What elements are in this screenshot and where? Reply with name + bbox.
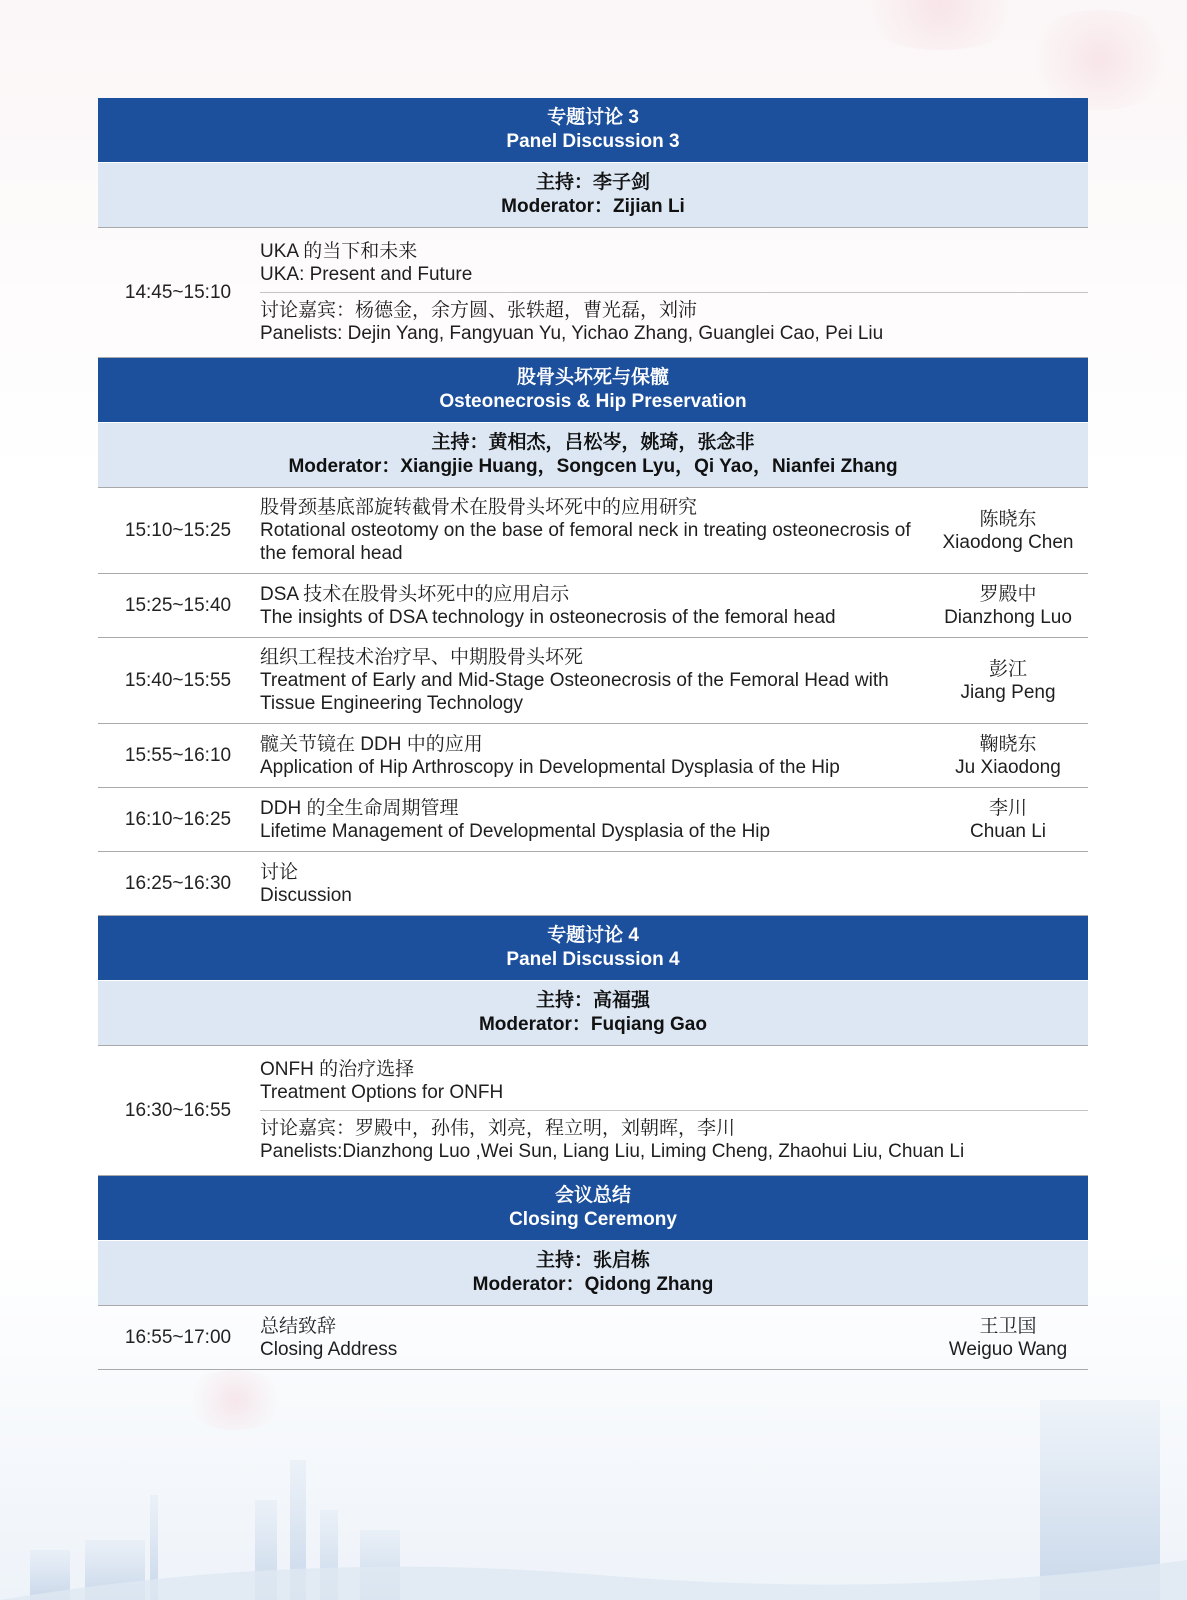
speaker-en: Xiaodong Chen bbox=[942, 531, 1074, 553]
topic-en: Application of Hip Arthroscopy in Developmental Dysplasia of the Hip bbox=[260, 756, 840, 778]
topic-zh: DSA 技术在股骨头坏死中的应用启示 bbox=[260, 583, 570, 605]
moderator-en: Moderator：Fuqiang Gao bbox=[478, 1014, 707, 1035]
time-slot: 16:10~16:25 bbox=[98, 788, 258, 852]
moderator-en: Moderator：Qidong Zhang bbox=[472, 1274, 714, 1295]
topic-en: Closing Address bbox=[260, 1338, 398, 1360]
panelists-en: Panelists: Dejin Yang, Fangyuan Yu, Yichao Zhang, Guanglei Cao, Pei Liu bbox=[260, 323, 884, 344]
time-slot: 15:10~15:25 bbox=[98, 488, 258, 574]
section-header bbox=[98, 98, 1088, 163]
section-title-zh: 专题讨论 3 bbox=[547, 107, 639, 128]
section-title-en: Closing Ceremony bbox=[509, 1209, 677, 1230]
moderator-zh: 主持：高福强 bbox=[535, 990, 650, 1011]
section-header bbox=[98, 1176, 1088, 1241]
blossom-decoration bbox=[850, 0, 1030, 50]
topic-zh: 髋关节镜在 DDH 中的应用 bbox=[260, 733, 483, 755]
section-title-en: Osteonecrosis & Hip Preservation bbox=[439, 391, 747, 412]
schedule-table bbox=[98, 98, 1088, 1370]
topic-zh: 组织工程技术治疗早、中期股骨头坏死 bbox=[260, 647, 584, 668]
speaker-zh: 李川 bbox=[988, 797, 1027, 819]
topic-en: Treatment of Early and Mid-Stage Osteonecrosis of the Femoral Head with Tissue Engineering Technology bbox=[260, 670, 889, 714]
blossom-decoration bbox=[1020, 10, 1180, 110]
topic-en: Discussion bbox=[260, 884, 352, 906]
panelists-en: Panelists:Dianzhong Luo ,Wei Sun, Liang Liu, Liming Cheng, Zhaohui Liu, Chuan Li bbox=[260, 1141, 965, 1162]
topic-zh: ONFH 的治疗选择 bbox=[260, 1059, 415, 1080]
panel-row bbox=[98, 228, 1088, 358]
topic-zh: 股骨颈基底部旋转截骨术在股骨头坏死中的应用研究 bbox=[260, 497, 698, 518]
topic-zh: 讨论 bbox=[260, 861, 299, 883]
time-slot: 14:45~15:10 bbox=[98, 228, 258, 358]
section-header bbox=[98, 916, 1088, 981]
talk-row bbox=[98, 724, 1088, 788]
speaker-zh: 陈晓东 bbox=[979, 508, 1037, 530]
topic-zh: 总结致辞 bbox=[260, 1315, 337, 1337]
speaker-zh: 鞠晓东 bbox=[979, 733, 1037, 755]
time-slot: 16:55~17:00 bbox=[98, 1306, 258, 1370]
topic-zh: UKA 的当下和未来 bbox=[260, 241, 418, 262]
section-title-zh: 专题讨论 4 bbox=[547, 925, 639, 946]
topic-en: Treatment Options for ONFH bbox=[260, 1082, 504, 1103]
speaker-zh: 罗殿中 bbox=[979, 583, 1037, 605]
talk-row bbox=[98, 1306, 1088, 1370]
moderator-row bbox=[98, 163, 1088, 228]
topic-zh: DDH 的全生命周期管理 bbox=[260, 797, 459, 819]
panel-row bbox=[98, 1046, 1088, 1176]
moderator-zh: 主持：李子剑 bbox=[535, 172, 650, 193]
talk-row bbox=[98, 488, 1088, 574]
moderator-zh: 主持：张启栋 bbox=[535, 1250, 650, 1271]
panelists-zh: 讨论嘉宾：杨德金，余方圆、张轶超，曹光磊，刘沛 bbox=[260, 300, 698, 321]
time-slot: 16:25~16:30 bbox=[98, 852, 258, 916]
talk-row bbox=[98, 574, 1088, 638]
topic-en: Lifetime Management of Developmental Dysplasia of the Hip bbox=[260, 820, 771, 842]
talk-row bbox=[98, 638, 1088, 724]
section-title-zh: 股骨头坏死与保髋 bbox=[516, 367, 669, 388]
speaker-en: Chuan Li bbox=[969, 820, 1047, 842]
moderator-row bbox=[98, 981, 1088, 1046]
city-skyline-decoration bbox=[0, 1360, 1187, 1600]
speaker-zh: 王卫国 bbox=[979, 1315, 1037, 1337]
section-title-en: Panel Discussion 4 bbox=[506, 949, 680, 970]
panelists-zh: 讨论嘉宾：罗殿中，孙伟，刘亮，程立明，刘朝晖，李川 bbox=[260, 1118, 736, 1139]
time-slot: 15:55~16:10 bbox=[98, 724, 258, 788]
moderator-en: Moderator：Zijian Li bbox=[501, 196, 685, 217]
moderator-en: Moderator：Xiangjie Huang，Songcen Lyu，Qi Yao，Nianfei Zhang bbox=[288, 456, 898, 477]
moderator-row bbox=[98, 423, 1088, 488]
time-slot: 16:30~16:55 bbox=[98, 1046, 258, 1176]
moderator-row bbox=[98, 1241, 1088, 1306]
talk-row bbox=[98, 852, 1088, 916]
speaker-en: Dianzhong Luo bbox=[944, 606, 1072, 628]
topic-en: UKA: Present and Future bbox=[260, 264, 473, 285]
section-header bbox=[98, 358, 1088, 423]
speaker-en: Weiguo Wang bbox=[948, 1338, 1068, 1360]
section-title-en: Panel Discussion 3 bbox=[506, 131, 680, 152]
topic-en: Rotational osteotomy on the base of femoral neck in treating osteonecrosis of the femoral head bbox=[260, 520, 911, 564]
moderator-zh: 主持：黄相杰，吕松岑，姚琦，张念非 bbox=[431, 432, 755, 453]
speaker-en: Jiang Peng bbox=[960, 681, 1056, 703]
talk-row bbox=[98, 788, 1088, 852]
section-title-zh: 会议总结 bbox=[554, 1185, 631, 1206]
time-slot: 15:25~15:40 bbox=[98, 574, 258, 638]
time-slot: 15:40~15:55 bbox=[98, 638, 258, 724]
topic-en: The insights of DSA technology in osteonecrosis of the femoral head bbox=[260, 606, 836, 628]
speaker-zh: 彭江 bbox=[988, 658, 1027, 680]
speaker-en: Ju Xiaodong bbox=[955, 756, 1061, 778]
